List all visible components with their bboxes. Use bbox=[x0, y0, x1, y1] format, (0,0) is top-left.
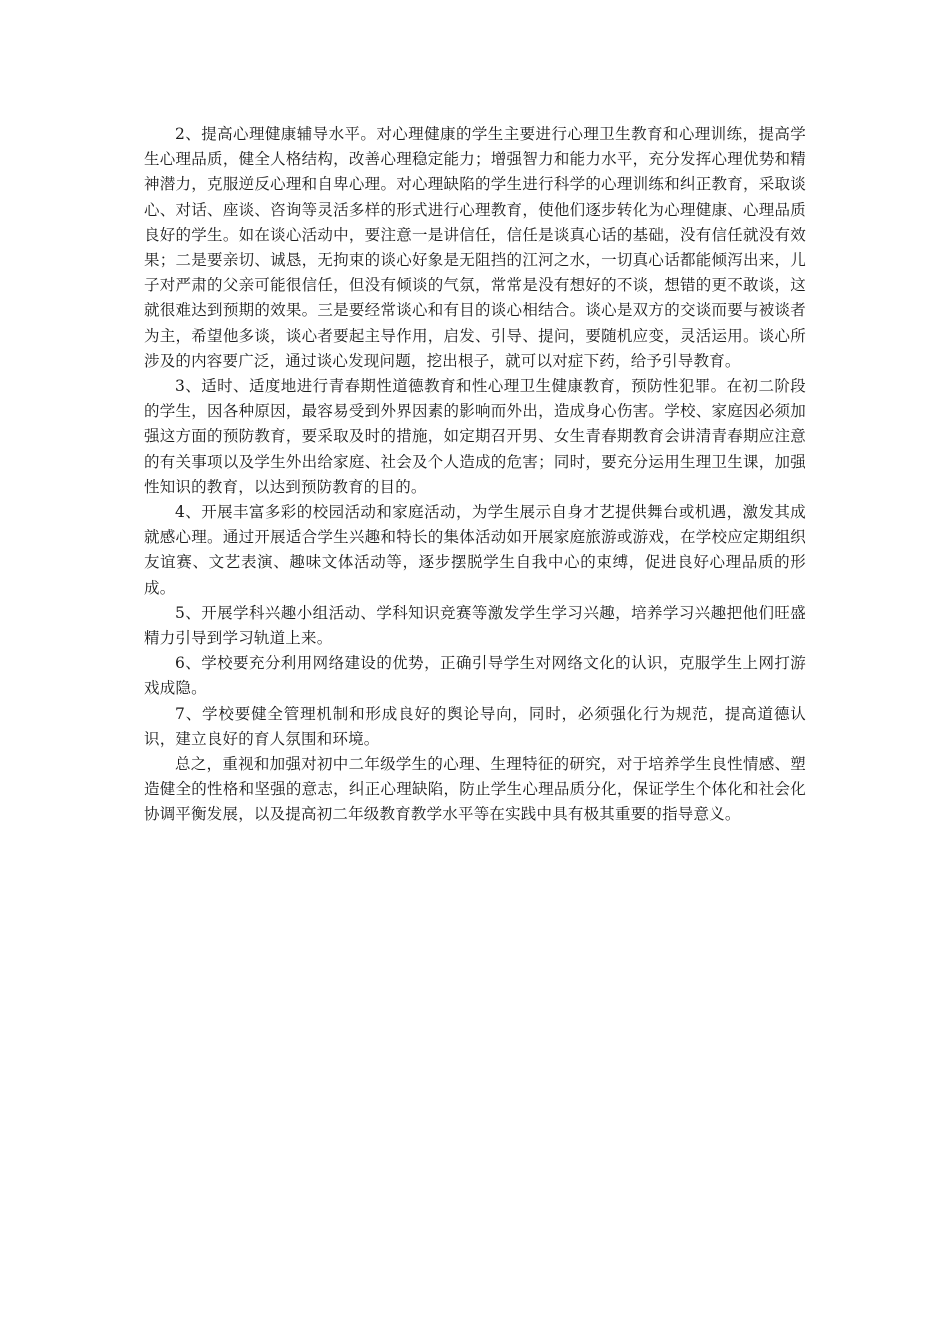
paragraph-5-interest-groups: 5、开展学科兴趣小组活动、学科知识竞赛等激发学生学习兴趣，培养学习兴趣把他们旺盛精力引导到学习轨道上来。 bbox=[144, 603, 806, 648]
paragraph-7-management: 7、学校要健全管理机制和形成良好的舆论导向，同时，必须强化行为规范，提高道德认识，建立良好的育人氛围和环境。 bbox=[144, 704, 806, 748]
document-page bbox=[144, 122, 806, 828]
paragraph-3-puberty-education: 3、适时、适度地进行青春期性道德教育和性心理卫生健康教育，预防性犯罪。在初二阶段的学生，因各种原因，最容易受到外界因素的影响而外出，造成身心伤害。学校、家庭因必须加强这方面的预防教育，要采取及时的措施，如定期召开男、女生青春期教育会讲清青春期应注意的有关事项以及学生外出给家庭、社会及个人造成的危害；同时，要充分运用生理卫生课，加强性知识的教育，以达到预防教育的目的。 bbox=[144, 377, 806, 496]
paragraph-4-activities: 4、开展丰富多彩的校园活动和家庭活动，为学生展示自身才艺提供舞台或机遇，激发其成就感心理。通过开展适合学生兴趣和特长的集体活动如开展家庭旅游或游戏，在学校应定期组织友谊赛、文艺表演、趣味文体活动等，逐步摆脱学生自我中心的束缚，促进良好心理品质的形成。 bbox=[144, 503, 806, 597]
paragraph-conclusion: 总之，重视和加强对初中二年级学生的心理、生理特征的研究，对于培养学生良性情感、塑造健全的性格和坚强的意志，纠正心理缺陷，防止学生心理品质分化，保证学生个体化和社会化协调平衡发展，以及提高初二年级教育教学水平等在实践中具有极其重要的指导意义。 bbox=[144, 755, 806, 824]
paragraph-6-network: 6、学校要充分利用网络建设的优势，正确引导学生对网络文化的认识，克服学生上网打游戏成隐。 bbox=[144, 654, 806, 698]
paragraph-2-counseling: 2、提高心理健康辅导水平。对心理健康的学生主要进行心理卫生教育和心理训练，提高学生心理品质，健全人格结构，改善心理稳定能力；增强智力和能力水平，充分发挥心理优势和精神潜力，克服逆反心理和自卑心理。对心理缺陷的学生进行科学的心理训练和纠正教育，采取谈心、对话、座谈、咨询等灵活多样的形式进行心理教育，使他们逐步转化为心理健康、心理品质良好的学生。如在谈心活动中，要注意一是讲信任，信任是谈真心话的基础，没有信任就没有效果；二是要亲切、诚恳，无拘束的谈心好象是无阻挡的江河之水，一切真心话都能倾泻出来，儿子对严肃的父亲可能很信任，但没有倾谈的气氛，常常是没有想好的不谈，想错的更不敢谈，这就很难达到预期的效果。三是要经常谈心和有目的谈心相结合。谈心是双方的交谈而要与被谈者为主，希望他多谈，谈心者要起主导作用，启发、引导、提问，要随机应变，灵活运用。谈心所涉及的内容要广泛，通过谈心发现问题，挖出根子，就可以对症下药，给予引导教育。 bbox=[144, 125, 806, 370]
